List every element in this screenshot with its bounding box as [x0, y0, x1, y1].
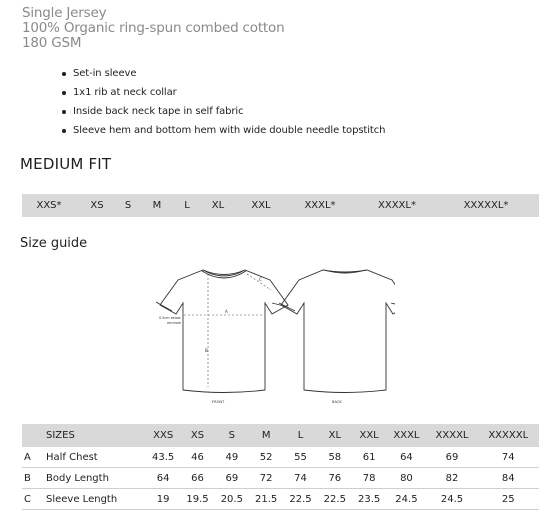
table-cell: 20.5 — [215, 489, 249, 510]
table-cell: 74 — [477, 447, 539, 468]
size-range-item: XS — [90, 200, 104, 211]
size-range-item: M — [152, 200, 162, 211]
row-letter: A — [22, 447, 46, 468]
size-range-item: XXXL* — [304, 200, 336, 211]
row-label: Sleeve Length — [46, 489, 146, 510]
table-cell: 43.5 — [146, 447, 180, 468]
table-cell: 25 — [477, 489, 539, 510]
size-range-item: XXXXXL* — [463, 200, 509, 211]
spec-line-weight: 180 GSM — [22, 35, 82, 51]
armhole-note: armhole — [167, 321, 181, 325]
size-range-item: S — [124, 200, 132, 211]
fabric-spec — [22, 6, 284, 51]
point-a-label: A — [225, 309, 228, 314]
row-label: Body Length — [46, 468, 146, 489]
table-cell: 24.5 — [427, 489, 478, 510]
size-header-label: SIZES — [46, 424, 146, 447]
table-cell: 22.5 — [283, 489, 317, 510]
point-b-label: B — [205, 348, 208, 353]
table-cell: 66 — [180, 468, 214, 489]
table-cell: 19 — [146, 489, 180, 510]
table-cell: 69 — [215, 468, 249, 489]
spec-line-fabric: Single Jersey — [22, 5, 107, 21]
feature-item: Set-in sleeve — [62, 64, 385, 83]
feature-item: Inside back neck tape in self fabric — [62, 102, 385, 121]
table-row — [22, 447, 539, 468]
feature-list — [62, 64, 385, 140]
size-column-header: S — [215, 424, 249, 447]
table-cell: 19.5 — [180, 489, 214, 510]
table-cell: 24.5 — [386, 489, 426, 510]
table-cell: 64 — [146, 468, 180, 489]
table-cell: 49 — [215, 447, 249, 468]
size-range-item: XL — [211, 200, 225, 211]
front-label: FRONT — [212, 400, 225, 404]
table-cell: 23.5 — [352, 489, 386, 510]
table-cell: 64 — [386, 447, 426, 468]
armhole-note: 0.5cm below — [159, 316, 181, 320]
size-table-header — [22, 424, 539, 447]
table-cell: 61 — [352, 447, 386, 468]
tshirt-back-illustration — [279, 270, 395, 393]
fit-title: MEDIUM FIT — [20, 155, 112, 173]
table-cell: 46 — [180, 447, 214, 468]
tshirt-measurement-diagram — [155, 262, 395, 412]
table-cell: 55 — [283, 447, 317, 468]
size-column-header: XS — [180, 424, 214, 447]
size-range-item: L — [184, 200, 190, 211]
point-c-label: C — [259, 277, 262, 282]
size-column-header: XXL — [352, 424, 386, 447]
table-cell: 84 — [477, 468, 539, 489]
measurement-lines — [184, 274, 271, 387]
size-column-header: XXS — [146, 424, 180, 447]
table-cell: 74 — [283, 468, 317, 489]
table-cell: 78 — [352, 468, 386, 489]
size-range-bar — [22, 194, 539, 217]
table-cell: 58 — [318, 447, 352, 468]
row-label: Half Chest — [46, 447, 146, 468]
size-column-header: XL — [318, 424, 352, 447]
feature-item: Sleeve hem and bottom hem with wide double needle topstitch — [62, 121, 385, 140]
size-column-header: L — [283, 424, 317, 447]
table-row — [22, 468, 539, 489]
row-letter: C — [22, 489, 46, 510]
feature-item: 1x1 rib at neck collar — [62, 83, 385, 102]
size-column-header: XXXXL — [427, 424, 478, 447]
row-letter: B — [22, 468, 46, 489]
size-guide-title: Size guide — [20, 236, 88, 251]
table-cell: 76 — [318, 468, 352, 489]
size-range-item: XXXXL* — [378, 200, 416, 211]
table-cell: 22.5 — [318, 489, 352, 510]
table-cell: 80 — [386, 468, 426, 489]
size-column-header: M — [249, 424, 283, 447]
spec-line-material: 100% Organic ring-spun combed cotton — [22, 20, 285, 36]
table-row — [22, 489, 539, 510]
table-cell: 69 — [427, 447, 478, 468]
size-table — [22, 424, 539, 510]
size-range-item: XXL — [251, 200, 271, 211]
back-label: BACK — [332, 400, 342, 404]
table-cell: 21.5 — [249, 489, 283, 510]
table-cell: 82 — [427, 468, 478, 489]
size-range-item: XXS* — [36, 200, 62, 211]
table-cell: 72 — [249, 468, 283, 489]
size-column-header: XXXL — [386, 424, 426, 447]
table-cell: 52 — [249, 447, 283, 468]
size-column-header: XXXXXL — [477, 424, 539, 447]
